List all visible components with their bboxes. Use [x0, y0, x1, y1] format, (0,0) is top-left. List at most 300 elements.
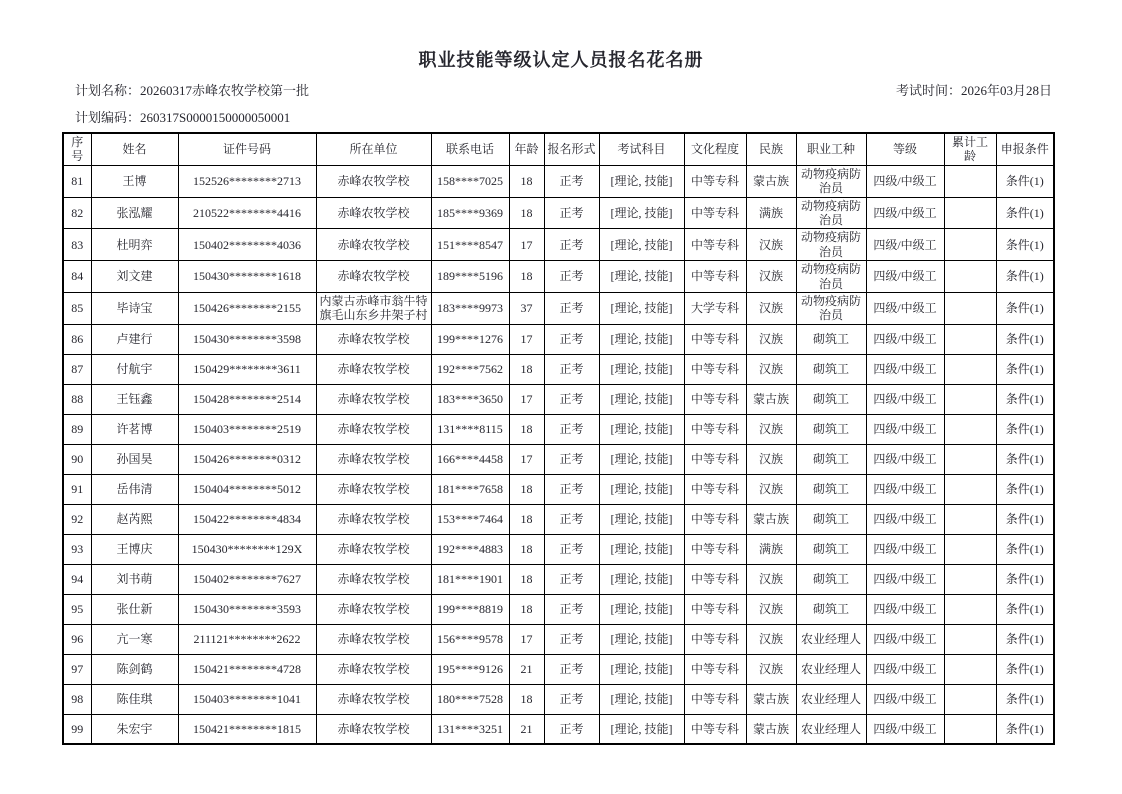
col-name: 张泓耀 — [91, 197, 178, 229]
col-registration-type: 正考 — [544, 594, 599, 624]
col-phone: 189****5196 — [431, 261, 509, 293]
col-education: 中等专科 — [684, 354, 746, 384]
col-level: 四级/中级工 — [866, 354, 944, 384]
col-age: 18 — [509, 354, 544, 384]
col-conditions: 条件(1) — [996, 534, 1054, 564]
col-exam-subjects: [理论, 技能] — [599, 261, 684, 293]
col-id-number: 150402********4036 — [178, 229, 316, 261]
col-name: 王钰鑫 — [91, 384, 178, 414]
table-row — [63, 474, 1054, 504]
col-seniority — [944, 654, 996, 684]
col-occupation: 砌筑工 — [796, 534, 866, 564]
col-education: 中等专科 — [684, 444, 746, 474]
col-age: 17 — [509, 324, 544, 354]
col-level: 四级/中级工 — [866, 714, 944, 744]
col-registration-type: 正考 — [544, 165, 599, 197]
col-id-number: 150404********5012 — [178, 474, 316, 504]
col-education: 中等专科 — [684, 261, 746, 293]
col-occupation: 砌筑工 — [796, 504, 866, 534]
col-name: 王博 — [91, 165, 178, 197]
col-id-number: 150430********3598 — [178, 324, 316, 354]
col-exam-subjects: [理论, 技能] — [599, 714, 684, 744]
col-id-number: 150429********3611 — [178, 354, 316, 384]
col-seniority — [944, 594, 996, 624]
col-phone: 166****4458 — [431, 444, 509, 474]
col-registration-type: 正考 — [544, 444, 599, 474]
col-occupation: 动物疫病防治员 — [796, 292, 866, 324]
col-index: 95 — [63, 594, 91, 624]
col-level: 四级/中级工 — [866, 624, 944, 654]
col-ethnicity: 蒙古族 — [746, 714, 796, 744]
col-phone: 180****7528 — [431, 684, 509, 714]
col-age: 18 — [509, 534, 544, 564]
col-ethnicity: 汉族 — [746, 564, 796, 594]
col-ethnicity: 蒙古族 — [746, 165, 796, 197]
col-index: 82 — [63, 197, 91, 229]
col-seniority — [944, 624, 996, 654]
col-exam-subjects: [理论, 技能] — [599, 564, 684, 594]
col-id-number: 150426********2155 — [178, 292, 316, 324]
col-registration-type: 正考 — [544, 474, 599, 504]
col-name: 毕诗宝 — [91, 292, 178, 324]
col-registration-type: 正考 — [544, 197, 599, 229]
col-seniority — [944, 444, 996, 474]
exam-time — [896, 80, 1052, 99]
col-education: 中等专科 — [684, 714, 746, 744]
col-age: 17 — [509, 624, 544, 654]
col-name: 朱宏宇 — [91, 714, 178, 744]
col-id-number: 150422********4834 — [178, 504, 316, 534]
column-header-phone: 联系电话 — [431, 133, 509, 165]
col-id-number: 150402********7627 — [178, 564, 316, 594]
col-registration-type: 正考 — [544, 384, 599, 414]
col-conditions: 条件(1) — [996, 261, 1054, 293]
table-row — [63, 197, 1054, 229]
col-seniority — [944, 324, 996, 354]
table-row — [63, 624, 1054, 654]
col-seniority — [944, 474, 996, 504]
table-row — [63, 444, 1054, 474]
col-id-number: 150421********1815 — [178, 714, 316, 744]
col-exam-subjects: [理论, 技能] — [599, 292, 684, 324]
table-row — [63, 229, 1054, 261]
col-age: 18 — [509, 474, 544, 504]
table-row — [63, 414, 1054, 444]
col-occupation: 动物疫病防治员 — [796, 229, 866, 261]
col-unit: 赤峰农牧学校 — [316, 594, 431, 624]
col-occupation: 动物疫病防治员 — [796, 197, 866, 229]
col-index: 89 — [63, 414, 91, 444]
col-index: 87 — [63, 354, 91, 384]
col-occupation: 砌筑工 — [796, 444, 866, 474]
col-conditions: 条件(1) — [996, 354, 1054, 384]
col-seniority — [944, 504, 996, 534]
col-level: 四级/中级工 — [866, 654, 944, 684]
col-occupation: 砌筑工 — [796, 594, 866, 624]
column-header-level: 等级 — [866, 133, 944, 165]
col-index: 88 — [63, 384, 91, 414]
col-occupation: 砌筑工 — [796, 354, 866, 384]
col-name: 赵芮熙 — [91, 504, 178, 534]
plan-name — [75, 80, 309, 99]
col-conditions: 条件(1) — [996, 624, 1054, 654]
col-phone: 199****1276 — [431, 324, 509, 354]
col-registration-type: 正考 — [544, 414, 599, 444]
col-name: 许茗博 — [91, 414, 178, 444]
col-occupation: 砌筑工 — [796, 384, 866, 414]
col-education: 中等专科 — [684, 414, 746, 444]
col-seniority — [944, 354, 996, 384]
table-row — [63, 165, 1054, 197]
col-level: 四级/中级工 — [866, 474, 944, 504]
col-level: 四级/中级工 — [866, 534, 944, 564]
col-level: 四级/中级工 — [866, 165, 944, 197]
plan-name-value: 20260317赤峰农牧学校第一批 — [140, 83, 310, 98]
col-occupation: 农业经理人 — [796, 714, 866, 744]
col-phone: 156****9578 — [431, 624, 509, 654]
column-header-age: 年龄 — [509, 133, 544, 165]
col-level: 四级/中级工 — [866, 504, 944, 534]
col-id-number: 150403********2519 — [178, 414, 316, 444]
col-ethnicity: 汉族 — [746, 324, 796, 354]
col-id-number: 150428********2514 — [178, 384, 316, 414]
col-seniority — [944, 292, 996, 324]
table-body — [63, 165, 1054, 744]
col-name: 孙国昊 — [91, 444, 178, 474]
column-header-registration-type: 报名形式 — [544, 133, 599, 165]
col-exam-subjects: [理论, 技能] — [599, 229, 684, 261]
plan-code — [75, 107, 290, 126]
column-header-exam-subjects: 考试科目 — [599, 133, 684, 165]
col-ethnicity: 蒙古族 — [746, 684, 796, 714]
col-level: 四级/中级工 — [866, 197, 944, 229]
col-exam-subjects: [理论, 技能] — [599, 504, 684, 534]
col-conditions: 条件(1) — [996, 594, 1054, 624]
col-occupation: 动物疫病防治员 — [796, 165, 866, 197]
col-conditions: 条件(1) — [996, 165, 1054, 197]
col-age: 18 — [509, 197, 544, 229]
col-occupation: 砌筑工 — [796, 324, 866, 354]
col-ethnicity: 汉族 — [746, 261, 796, 293]
col-registration-type: 正考 — [544, 292, 599, 324]
col-ethnicity: 蒙古族 — [746, 384, 796, 414]
col-age: 21 — [509, 654, 544, 684]
col-level: 四级/中级工 — [866, 684, 944, 714]
table-row — [63, 324, 1054, 354]
col-seniority — [944, 229, 996, 261]
col-id-number: 152526********2713 — [178, 165, 316, 197]
col-conditions: 条件(1) — [996, 384, 1054, 414]
col-ethnicity: 汉族 — [746, 414, 796, 444]
col-age: 17 — [509, 444, 544, 474]
col-name: 陈佳琪 — [91, 684, 178, 714]
col-age: 18 — [509, 504, 544, 534]
col-index: 91 — [63, 474, 91, 504]
col-phone: 183****9973 — [431, 292, 509, 324]
table-row — [63, 534, 1054, 564]
col-unit: 赤峰农牧学校 — [316, 229, 431, 261]
col-seniority — [944, 684, 996, 714]
col-registration-type: 正考 — [544, 534, 599, 564]
col-age: 18 — [509, 261, 544, 293]
col-phone: 181****1901 — [431, 564, 509, 594]
col-age: 18 — [509, 564, 544, 594]
col-unit: 赤峰农牧学校 — [316, 414, 431, 444]
table-row — [63, 384, 1054, 414]
col-unit: 赤峰农牧学校 — [316, 654, 431, 684]
column-header-conditions: 申报条件 — [996, 133, 1054, 165]
col-index: 85 — [63, 292, 91, 324]
col-level: 四级/中级工 — [866, 261, 944, 293]
col-conditions: 条件(1) — [996, 414, 1054, 444]
col-index: 96 — [63, 624, 91, 654]
col-education: 中等专科 — [684, 384, 746, 414]
col-id-number: 211121********2622 — [178, 624, 316, 654]
col-registration-type: 正考 — [544, 624, 599, 654]
col-age: 18 — [509, 684, 544, 714]
col-age: 37 — [509, 292, 544, 324]
col-ethnicity: 满族 — [746, 197, 796, 229]
meta-row — [75, 80, 1052, 99]
col-conditions: 条件(1) — [996, 684, 1054, 714]
col-unit: 赤峰农牧学校 — [316, 165, 431, 197]
col-conditions: 条件(1) — [996, 564, 1054, 594]
col-education: 中等专科 — [684, 684, 746, 714]
col-index: 97 — [63, 654, 91, 684]
col-exam-subjects: [理论, 技能] — [599, 474, 684, 504]
table-row — [63, 594, 1054, 624]
col-registration-type: 正考 — [544, 654, 599, 684]
col-phone: 158****7025 — [431, 165, 509, 197]
col-seniority — [944, 414, 996, 444]
col-conditions: 条件(1) — [996, 292, 1054, 324]
col-education: 大学专科 — [684, 292, 746, 324]
page-title: 职业技能等级认定人员报名花名册 — [418, 50, 704, 70]
col-unit: 赤峰农牧学校 — [316, 684, 431, 714]
col-index: 90 — [63, 444, 91, 474]
col-conditions: 条件(1) — [996, 714, 1054, 744]
col-registration-type: 正考 — [544, 324, 599, 354]
exam-time-label: 考试时间： — [895, 83, 961, 98]
col-education: 中等专科 — [684, 229, 746, 261]
col-level: 四级/中级工 — [866, 229, 944, 261]
col-occupation: 农业经理人 — [796, 684, 866, 714]
col-occupation: 砌筑工 — [796, 564, 866, 594]
column-header-education: 文化程度 — [684, 133, 746, 165]
col-id-number: 150430********1618 — [178, 261, 316, 293]
col-phone: 153****7464 — [431, 504, 509, 534]
col-unit: 内蒙古赤峰市翁牛特旗毛山东乡井架子村 — [316, 292, 431, 324]
col-seniority — [944, 564, 996, 594]
col-id-number: 150430********3593 — [178, 594, 316, 624]
col-education: 中等专科 — [684, 594, 746, 624]
table-row — [63, 354, 1054, 384]
col-conditions: 条件(1) — [996, 474, 1054, 504]
col-seniority — [944, 534, 996, 564]
col-name: 亢一寒 — [91, 624, 178, 654]
col-ethnicity: 汉族 — [746, 354, 796, 384]
col-unit: 赤峰农牧学校 — [316, 384, 431, 414]
col-index: 99 — [63, 714, 91, 744]
col-id-number: 150426********0312 — [178, 444, 316, 474]
col-level: 四级/中级工 — [866, 324, 944, 354]
col-unit: 赤峰农牧学校 — [316, 624, 431, 654]
col-registration-type: 正考 — [544, 261, 599, 293]
col-exam-subjects: [理论, 技能] — [599, 324, 684, 354]
col-age: 18 — [509, 165, 544, 197]
col-exam-subjects: [理论, 技能] — [599, 684, 684, 714]
column-header-unit: 所在单位 — [316, 133, 431, 165]
col-ethnicity: 汉族 — [746, 624, 796, 654]
col-education: 中等专科 — [684, 504, 746, 534]
col-education: 中等专科 — [684, 534, 746, 564]
col-phone: 185****9369 — [431, 197, 509, 229]
col-name: 王博庆 — [91, 534, 178, 564]
column-header-id-number: 证件号码 — [178, 133, 316, 165]
roster-table — [62, 132, 1055, 745]
col-ethnicity: 汉族 — [746, 229, 796, 261]
col-registration-type: 正考 — [544, 354, 599, 384]
col-index: 94 — [63, 564, 91, 594]
column-header-seniority: 累计工龄 — [944, 133, 996, 165]
col-unit: 赤峰农牧学校 — [316, 564, 431, 594]
col-exam-subjects: [理论, 技能] — [599, 594, 684, 624]
col-unit: 赤峰农牧学校 — [316, 714, 431, 744]
col-exam-subjects: [理论, 技能] — [599, 444, 684, 474]
col-name: 卢建行 — [91, 324, 178, 354]
table-row — [63, 292, 1054, 324]
col-registration-type: 正考 — [544, 564, 599, 594]
col-seniority — [944, 197, 996, 229]
col-registration-type: 正考 — [544, 229, 599, 261]
plan-name-label: 计划名称： — [75, 83, 141, 98]
col-exam-subjects: [理论, 技能] — [599, 165, 684, 197]
col-level: 四级/中级工 — [866, 444, 944, 474]
col-name: 刘书萌 — [91, 564, 178, 594]
col-level: 四级/中级工 — [866, 414, 944, 444]
table-row — [63, 261, 1054, 293]
col-phone: 192****7562 — [431, 354, 509, 384]
col-occupation: 动物疫病防治员 — [796, 261, 866, 293]
exam-time-value: 2026年03月28日 — [960, 83, 1052, 98]
col-seniority — [944, 165, 996, 197]
col-name: 付航宇 — [91, 354, 178, 384]
col-conditions: 条件(1) — [996, 654, 1054, 684]
col-name: 杜明弈 — [91, 229, 178, 261]
col-exam-subjects: [理论, 技能] — [599, 534, 684, 564]
col-education: 中等专科 — [684, 197, 746, 229]
col-conditions: 条件(1) — [996, 504, 1054, 534]
col-ethnicity: 蒙古族 — [746, 504, 796, 534]
table-row — [63, 684, 1054, 714]
plan-code-value: 260317S0000150000050001 — [140, 110, 291, 125]
col-exam-subjects: [理论, 技能] — [599, 654, 684, 684]
col-age: 21 — [509, 714, 544, 744]
col-occupation: 农业经理人 — [796, 624, 866, 654]
col-registration-type: 正考 — [544, 684, 599, 714]
col-level: 四级/中级工 — [866, 292, 944, 324]
col-index: 81 — [63, 165, 91, 197]
col-phone: 131****8115 — [431, 414, 509, 444]
col-ethnicity: 满族 — [746, 534, 796, 564]
col-education: 中等专科 — [684, 474, 746, 504]
col-phone: 131****3251 — [431, 714, 509, 744]
col-education: 中等专科 — [684, 165, 746, 197]
col-exam-subjects: [理论, 技能] — [599, 624, 684, 654]
col-index: 98 — [63, 684, 91, 714]
col-index: 83 — [63, 229, 91, 261]
col-level: 四级/中级工 — [866, 384, 944, 414]
col-exam-subjects: [理论, 技能] — [599, 384, 684, 414]
col-ethnicity: 汉族 — [746, 292, 796, 324]
col-index: 93 — [63, 534, 91, 564]
col-level: 四级/中级工 — [866, 594, 944, 624]
col-phone: 195****9126 — [431, 654, 509, 684]
col-level: 四级/中级工 — [866, 564, 944, 594]
col-ethnicity: 汉族 — [746, 474, 796, 504]
col-education: 中等专科 — [684, 564, 746, 594]
col-ethnicity: 汉族 — [746, 444, 796, 474]
col-id-number: 150430********129X — [178, 534, 316, 564]
col-education: 中等专科 — [684, 324, 746, 354]
col-education: 中等专科 — [684, 624, 746, 654]
col-age: 18 — [509, 414, 544, 444]
header-row — [63, 133, 1054, 165]
col-unit: 赤峰农牧学校 — [316, 197, 431, 229]
col-index: 84 — [63, 261, 91, 293]
col-phone: 192****4883 — [431, 534, 509, 564]
table-row — [63, 654, 1054, 684]
col-id-number: 150421********4728 — [178, 654, 316, 684]
col-exam-subjects: [理论, 技能] — [599, 197, 684, 229]
column-header-name: 姓名 — [91, 133, 178, 165]
col-unit: 赤峰农牧学校 — [316, 504, 431, 534]
col-conditions: 条件(1) — [996, 229, 1054, 261]
col-registration-type: 正考 — [544, 714, 599, 744]
col-unit: 赤峰农牧学校 — [316, 354, 431, 384]
col-education: 中等专科 — [684, 654, 746, 684]
col-phone: 151****8547 — [431, 229, 509, 261]
plan-code-label: 计划编码： — [75, 110, 141, 125]
table-header — [63, 133, 1054, 165]
col-phone: 181****7658 — [431, 474, 509, 504]
column-header-index: 序号 — [63, 133, 91, 165]
col-name: 陈剑鹤 — [91, 654, 178, 684]
col-name: 刘文建 — [91, 261, 178, 293]
col-unit: 赤峰农牧学校 — [316, 444, 431, 474]
col-name: 岳伟清 — [91, 474, 178, 504]
col-conditions: 条件(1) — [996, 324, 1054, 354]
col-unit: 赤峰农牧学校 — [316, 474, 431, 504]
col-phone: 199****8819 — [431, 594, 509, 624]
col-age: 17 — [509, 384, 544, 414]
col-conditions: 条件(1) — [996, 444, 1054, 474]
col-id-number: 150403********1041 — [178, 684, 316, 714]
col-occupation: 农业经理人 — [796, 654, 866, 684]
col-occupation: 砌筑工 — [796, 474, 866, 504]
col-seniority — [944, 261, 996, 293]
column-header-occupation: 职业工种 — [796, 133, 866, 165]
col-seniority — [944, 384, 996, 414]
col-seniority — [944, 714, 996, 744]
col-occupation: 砌筑工 — [796, 414, 866, 444]
col-age: 17 — [509, 229, 544, 261]
table-row — [63, 504, 1054, 534]
col-registration-type: 正考 — [544, 504, 599, 534]
col-id-number: 210522********4416 — [178, 197, 316, 229]
col-exam-subjects: [理论, 技能] — [599, 414, 684, 444]
col-unit: 赤峰农牧学校 — [316, 261, 431, 293]
